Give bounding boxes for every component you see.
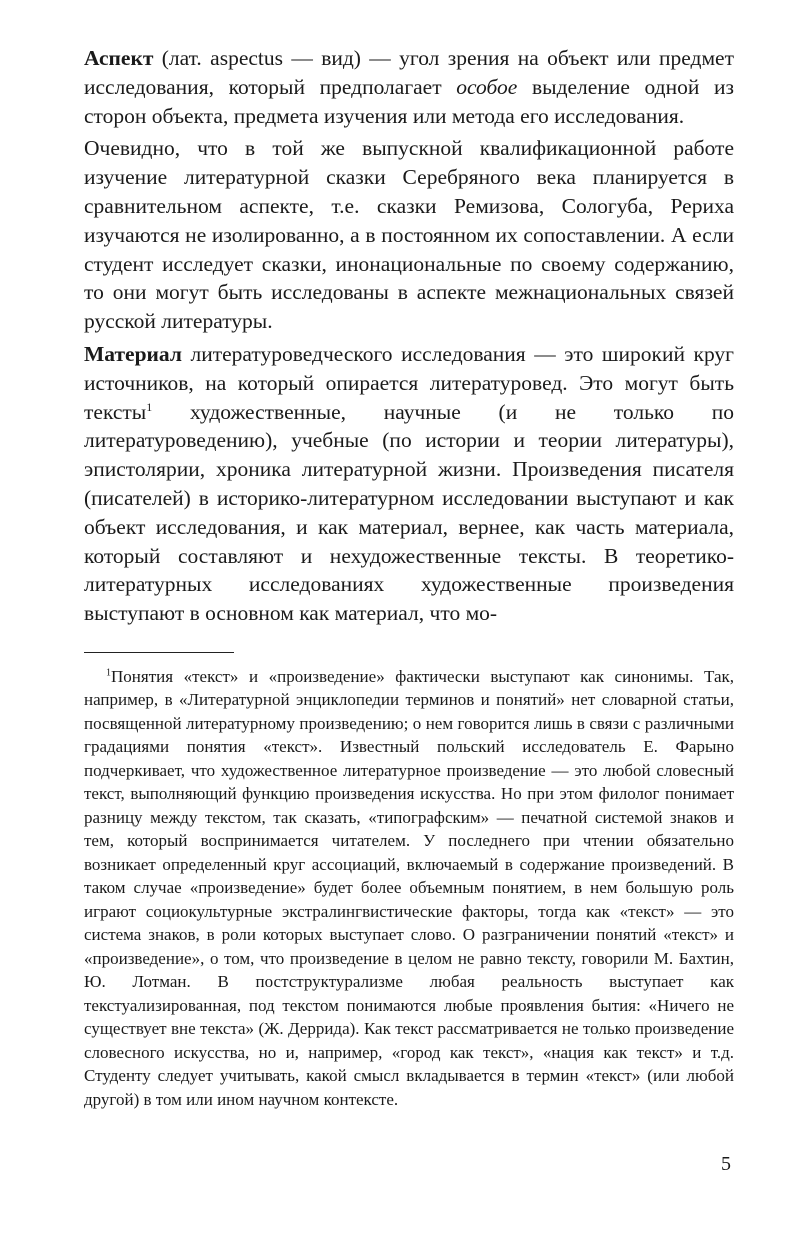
paragraph-material-text-1: литературоведческого исследования — это широкий круг источников, на который опирается литературовед. Это могут быть тексты [84,341,734,424]
page-number: 5 [721,1153,731,1175]
term-aspect: Аспект [84,46,154,70]
paragraph-material-text-2: художественные, научные (и не только по литературоведению), учебные (по истории и теории литературы), эпистолярии, хроника литературной жизни. Произведения писателя (писателей) в историко-литературном исследовании выступают и как объект исследования, и как материал, вернее, как часть материала, который составляют и нехудожественные тексты. В теоретико-литературных исследованиях художественные произведения выступают в основном как материал, что мо- [84,399,734,626]
footnote-text-block [84,665,734,1112]
footnote-text: Понятия «текст» и «произведение» фактически выступают как синонимы. Так, например, в «Литературной энциклопедии терминов и понятий» нет словарной статьи, посвященной литературному произведению; о нем говорится лишь в связи с различными градациями понятия «текст». Известный польский исследователь Е. Фарыно подчеркивает, что художественное литературное произведение — это любой словесный текст, выполняющий функцию произведения искусства. Но при этом филолог понимает разницу между текстом, так сказать, «типографским» — печатной системой знаков и тем, который воспринимается читателем. У последнего при чтении обязательно возникает определенный круг ассоциаций, включаемый в содержание произведений. В таком случае «произведение» будет более объемным понятием, в нем большую роль играют социокультурные экстралингвистические факторы, тогда как «текст» — это система знаков, в роли которых выступает слово. О разграничении понятий «текст» и «произведение», о том, что произведение в целом не равно тексту, говорили М. Бахтин, Ю. Лотман. В постструктурализме любая реальность выступает как текстуализированная, под текстом понимаются любые проявления бытия: «Ничего не существует вне текста» (Ж. Деррида). Как текст рассматривается не только произведение словесного искусства, но и, например, «город как текст», «нация как текст» и т.д. Студенту следует учитывать, какой смысл вкладывается в термин «текст» (или любой другой) в том или ином научном контексте. [84,666,734,1109]
paragraph-aspect-text-1: (лат. aspectus — вид) — угол зрения на объект или предмет исследования, который предполагает [84,46,734,99]
term-material: Материал [84,341,182,366]
footnote-divider [84,652,234,653]
emphasis-word: особое [456,74,518,99]
paragraph-example: Очевидно, что в той же выпускной квалификационной работе изучение литературной сказки Серебряного века планируется в сравнительном аспекте, т.е. сказки Ремизова, Сологуба, Рериха изучаются не изолированно, а в постоянном их сопоставлении. А если студент исследует сказки, инонациональные по своему содержанию, то они могут быть исследованы в аспекте межнациональных связей русской литературы. [84,136,734,334]
page-content [84,44,734,1111]
main-text [84,44,734,628]
paragraph-aspect-text-2: выделение одной из сторон объекта, предмета изучения или метода его исследования. [84,74,734,128]
footnote [84,665,734,1112]
paragraph-material [84,340,734,628]
footnote-marker: 1 [106,667,111,679]
paragraph-aspect [84,44,734,130]
footnote-reference[interactable]: 1 [146,399,153,414]
